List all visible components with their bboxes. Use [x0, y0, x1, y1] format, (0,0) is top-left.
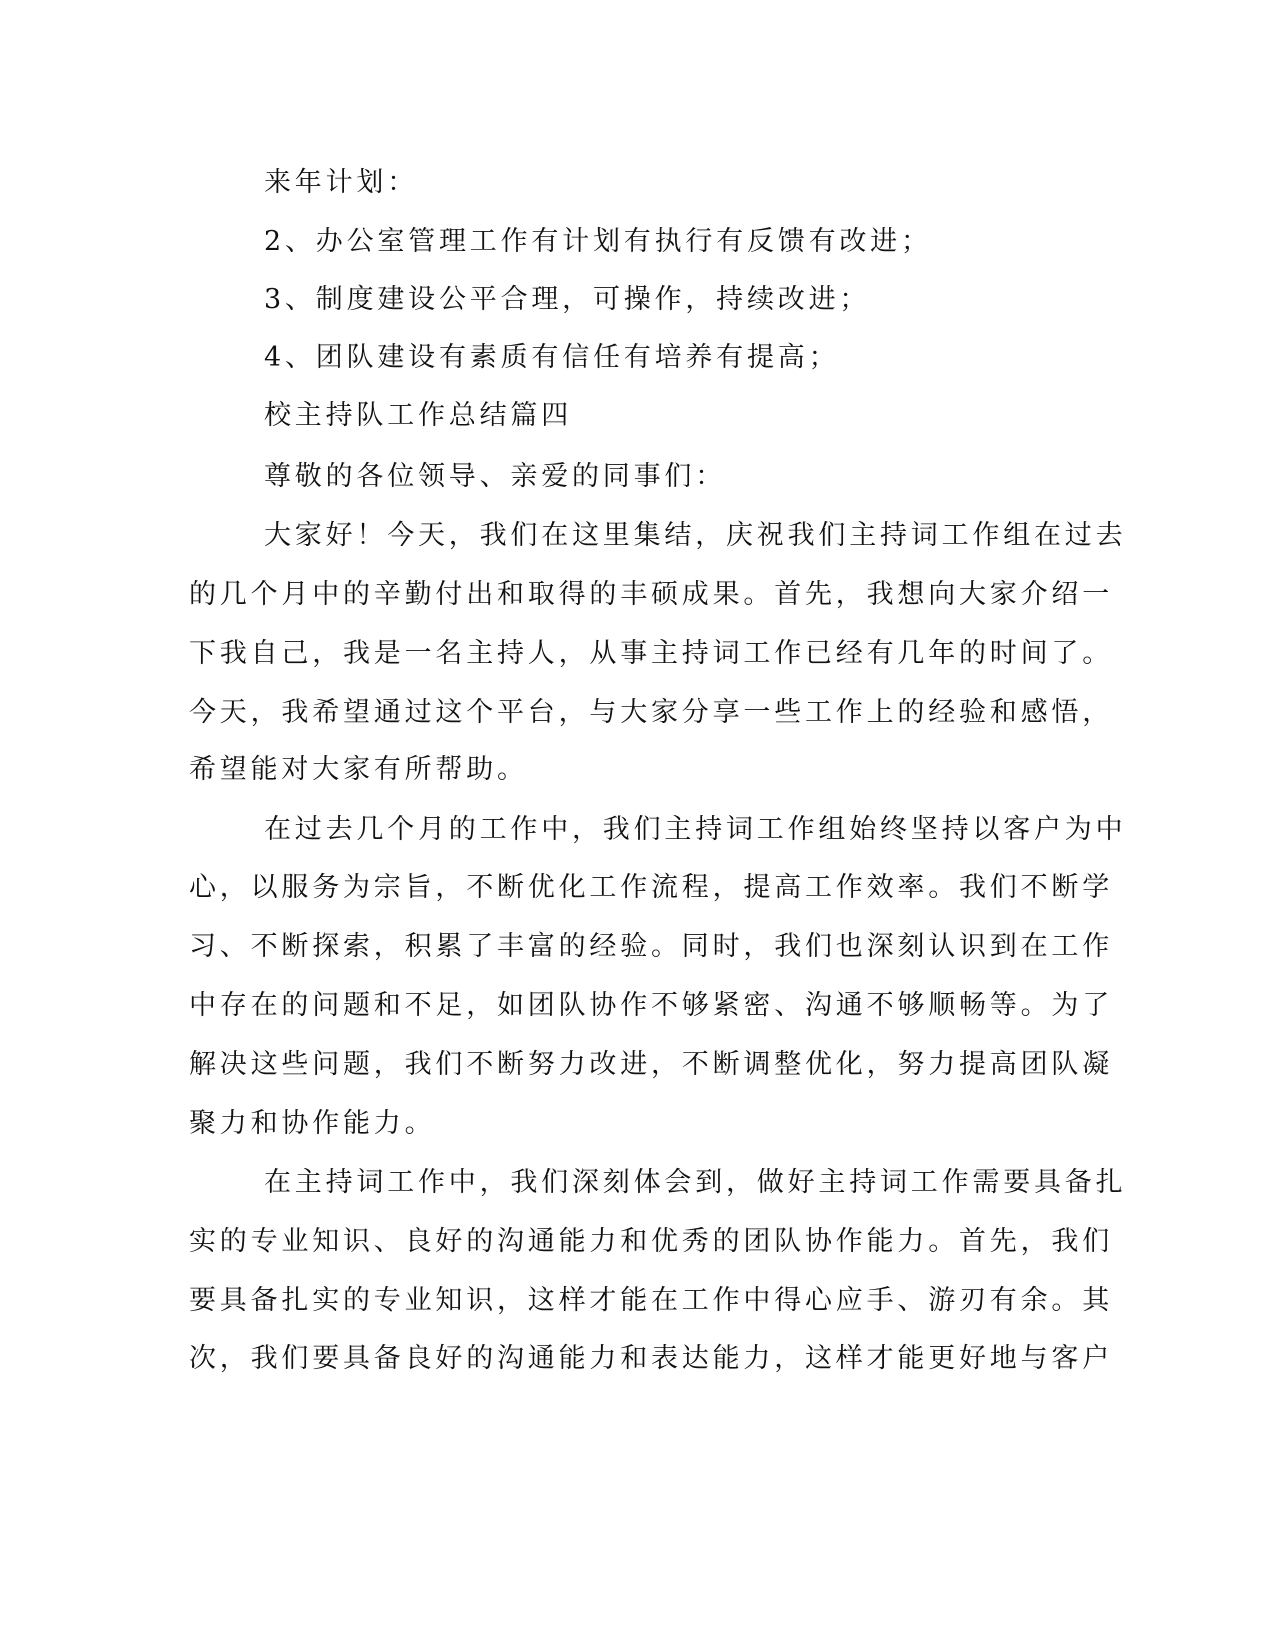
- paragraph-line: 下我自己，我是一名主持人，从事主持词工作已经有几年的时间了。: [189, 638, 1113, 669]
- paragraph-line: 习、不断探索，积累了丰富的经验。同时，我们也深刻认识到在工作: [189, 931, 1113, 962]
- paragraph-line: 实的专业知识、良好的沟通能力和优秀的团队协作能力。首先，我们: [189, 1226, 1113, 1257]
- paragraph-line: 在过去几个月的工作中，我们主持词工作组始终坚持以客户为中: [264, 814, 1127, 845]
- paragraph-line: 要具备扎实的专业知识，这样才能在工作中得心应手、游刃有余。其: [189, 1285, 1113, 1316]
- paragraph-line: 今天，我希望通过这个平台，与大家分享一些工作上的经验和感悟，: [189, 697, 1113, 728]
- salutation: 尊敬的各位领导、亲爱的同事们：: [264, 461, 726, 492]
- plan-item: 3、制度建设公平合理，可操作，持续改进；: [264, 284, 871, 315]
- plan-item: 4、团队建设有素质有信任有培养有提高；: [264, 342, 840, 373]
- paragraph-line: 次，我们要具备良好的沟通能力和表达能力，这样才能更好地与客户: [189, 1343, 1113, 1374]
- paragraph-line: 的几个月中的辛勤付出和取得的丰硕成果。首先，我想向大家介绍一: [189, 579, 1113, 610]
- paragraph-line: 中存在的问题和不足，如团队协作不够紧密、沟通不够顺畅等。为了: [189, 990, 1113, 1021]
- plan-heading: 来年计划：: [264, 167, 418, 198]
- paragraph-line: 聚力和协作能力。: [189, 1108, 436, 1139]
- paragraph-line: 在主持词工作中，我们深刻体会到，做好主持词工作需要具备扎: [264, 1167, 1127, 1198]
- paragraph-line: 心，以服务为宗旨，不断优化工作流程，提高工作效率。我们不断学: [189, 872, 1113, 903]
- paragraph-line: 大家好！今天，我们在这里集结，庆祝我们主持词工作组在过去: [264, 520, 1127, 551]
- paragraph-line: 希望能对大家有所帮助。: [189, 754, 528, 785]
- paragraph-line: 解决这些问题，我们不断努力改进，不断调整优化，努力提高团队凝: [189, 1049, 1113, 1080]
- section-title: 校主持队工作总结篇四: [264, 400, 572, 431]
- plan-item: 2、办公室管理工作有计划有执行有反馈有改进；: [264, 226, 932, 257]
